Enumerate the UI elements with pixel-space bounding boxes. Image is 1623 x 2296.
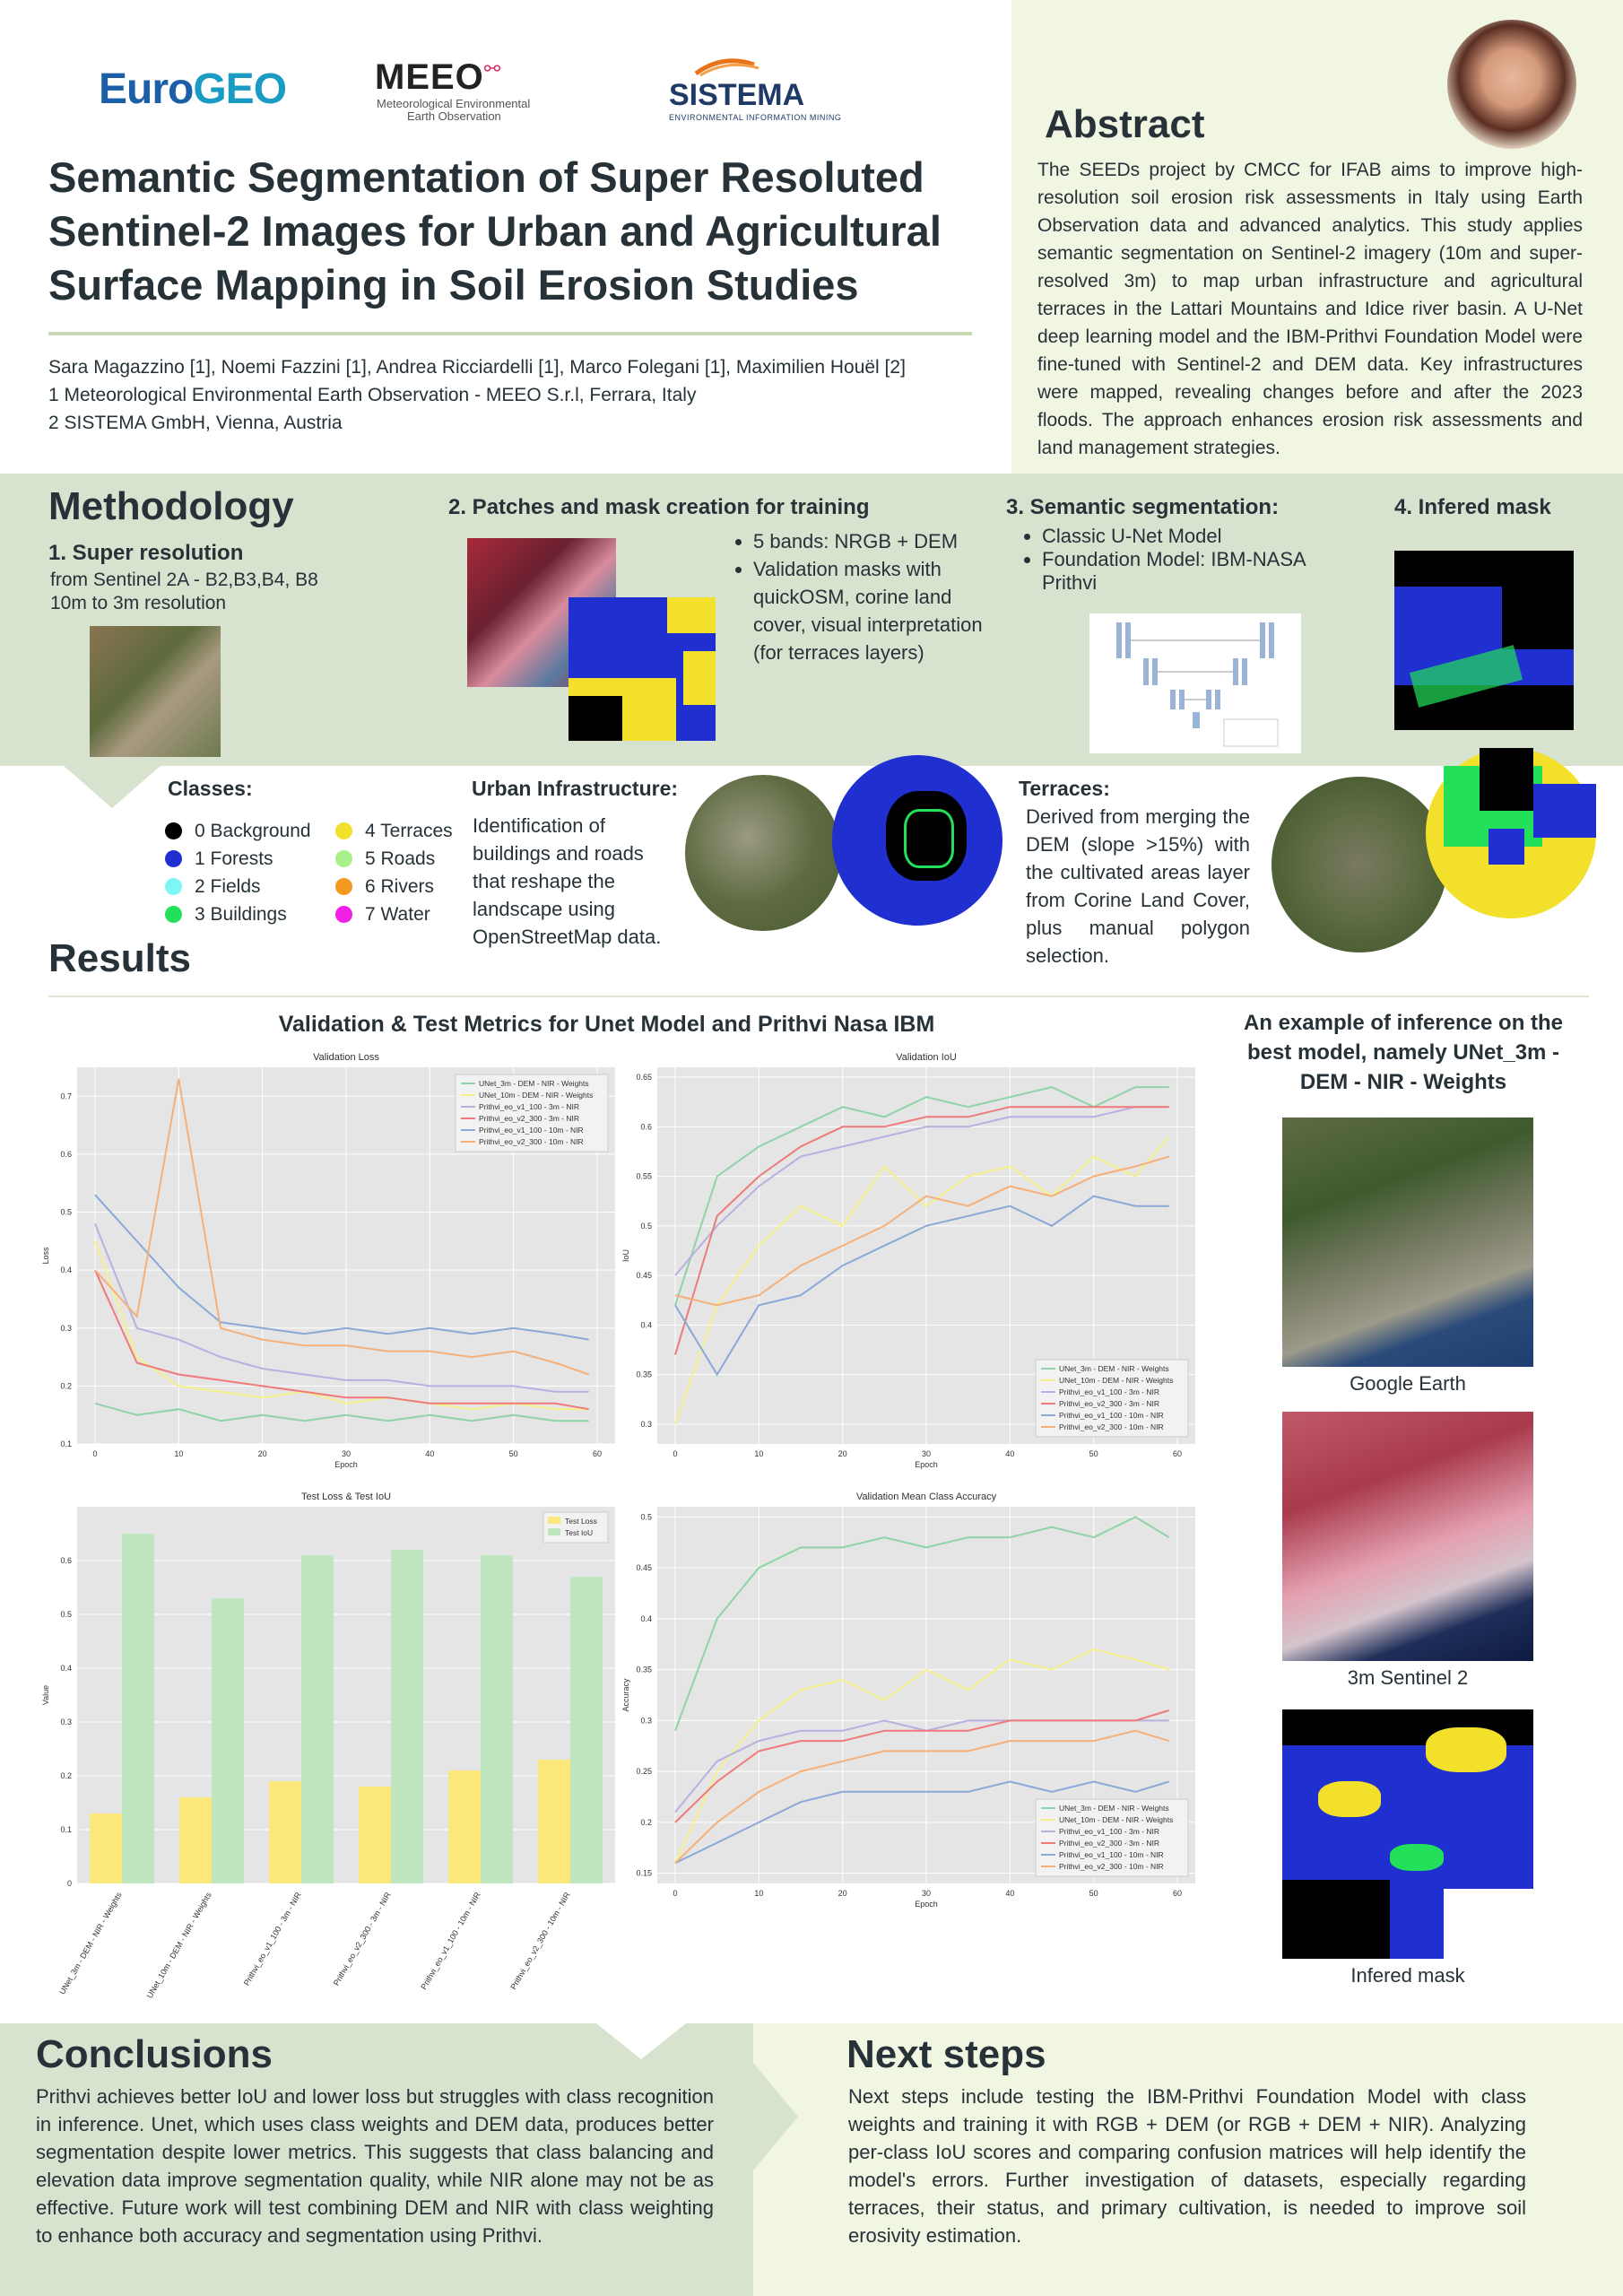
- y-tick-label: 0.55: [636, 1171, 652, 1181]
- terraces-mask-image: [1426, 748, 1596, 918]
- x-axis-label: Epoch: [915, 1900, 938, 1909]
- google-earth-image: [1282, 1118, 1533, 1367]
- y-tick-label: 0.4: [640, 1613, 652, 1623]
- legend-label: Prithvi_eo_v2_300 - 3m - NIR: [1059, 1399, 1159, 1408]
- legend-label: Test IoU: [565, 1528, 594, 1537]
- bar: [122, 1534, 154, 1883]
- legend-label: Prithvi_eo_v2_300 - 3m - NIR: [479, 1114, 579, 1123]
- legend-label: UNet_3m - DEM - NIR - Weights: [1059, 1804, 1169, 1813]
- conclusions-heading: Conclusions: [36, 2032, 273, 2076]
- x-tick-label: 50: [508, 1449, 518, 1458]
- y-tick-label: 0.3: [60, 1718, 72, 1726]
- bullet: • Foundation Model: IBM-NASA Prithvi: [1042, 548, 1347, 595]
- legend-swatch: [548, 1528, 560, 1535]
- x-tick-label: 60: [592, 1449, 603, 1458]
- class-label: 0 Background: [195, 820, 311, 841]
- y-tick-label: 0.5: [640, 1221, 652, 1231]
- y-tick-label: 0.1: [60, 1439, 72, 1448]
- y-tick-label: 0.4: [640, 1320, 652, 1330]
- bullet: • 5 bands: NRGB + DEM: [753, 527, 988, 555]
- class-label: 7 Water: [365, 903, 430, 925]
- sentinel2-image: [1282, 1412, 1533, 1661]
- notch-arrow: [753, 2063, 798, 2170]
- caption-google-earth: Google Earth: [1350, 1372, 1466, 1395]
- legend-label: Test Loss: [565, 1517, 597, 1526]
- legend-swatch: [548, 1517, 560, 1524]
- plot-area: [77, 1507, 615, 1883]
- meeo-subtitle: Meteorological Environmental: [377, 97, 531, 110]
- legend-label: UNet_10m - DEM - NIR - Weights: [1059, 1815, 1174, 1824]
- y-tick-label: 0.7: [60, 1091, 72, 1101]
- x-tick-label: 40: [1005, 1889, 1015, 1898]
- class-label: 3 Buildings: [195, 903, 287, 925]
- step3-title: 3. Semantic segmentation:: [1006, 495, 1280, 519]
- x-tick-label: 20: [838, 1889, 847, 1898]
- y-tick-label: 0.45: [636, 1563, 652, 1573]
- x-tick-label: Prithvi_eo_v1_100 - 10m - NIR: [419, 1891, 482, 1992]
- example-title: An example of inference on the best model, namely UNet_3m - DEM - NIR - Weights: [1243, 1011, 1564, 1094]
- step3-bullets: [1022, 525, 1347, 595]
- step1-line: 10m to 3m resolution: [50, 593, 227, 613]
- classes-heading: Classes:: [168, 777, 253, 800]
- step4-title: 4. Infered mask: [1394, 495, 1551, 519]
- caption-infered-mask: Infered mask: [1350, 1964, 1465, 1987]
- legend-label: UNet_10m - DEM - NIR - Weights: [479, 1091, 594, 1100]
- meeo-logo: MEEO⚯ Meteorological Environmental Earth Observation: [375, 57, 531, 123]
- legend-label: UNet_10m - DEM - NIR - Weights: [1059, 1376, 1174, 1385]
- legend-label: UNet_3m - DEM - NIR - Weights: [1059, 1364, 1169, 1373]
- urban-text: Identification of buildings and roads that reshape the landscape using OpenStreetMap data.: [473, 814, 662, 948]
- y-tick-label: 0.45: [636, 1271, 652, 1281]
- notch-arrow: [596, 2023, 686, 2059]
- legend-label: Prithvi_eo_v1_100 - 3m - NIR: [1059, 1387, 1159, 1396]
- y-tick-label: 0.3: [60, 1323, 72, 1333]
- bar: [212, 1598, 244, 1883]
- x-tick-label: 30: [341, 1449, 352, 1458]
- conclusions-text: Prithvi achieves better IoU and lower loss but struggles with class recognition in inference. Unet, which uses class weights and DEM data, produces better segmentation despite lower metrics. This suggests that class balancing and elevation data improve segmentation quality, while NIR alone may not be as effective. Future work will test combining DEM and NIR with class weighting to enhance both accuracy and segmentation using Prithvi.: [36, 2085, 714, 2247]
- super-resolution-image: [90, 626, 221, 757]
- y-tick-label: 0.25: [636, 1767, 652, 1777]
- class-label: 1 Forests: [195, 848, 273, 869]
- affiliation-1: 1 Meteorological Environmental Earth Observation - MEEO S.r.l, Ferrara, Italy: [48, 385, 697, 405]
- x-axis-label: Epoch: [915, 1460, 938, 1469]
- x-tick-label: Prithvi_eo_v2_300 - 10m - NIR: [508, 1891, 572, 1992]
- x-tick-label: 40: [1005, 1449, 1015, 1458]
- y-tick-label: 0.5: [60, 1207, 72, 1217]
- step2-title: 2. Patches and mask creation for training: [448, 495, 870, 519]
- bar: [481, 1555, 513, 1883]
- y-tick-label: 0: [66, 1879, 72, 1888]
- class-label: 5 Roads: [365, 848, 436, 869]
- x-tick-label: 20: [257, 1449, 267, 1458]
- chart-title: Test Loss & Test IoU: [300, 1492, 392, 1502]
- results-heading: Results: [48, 936, 191, 980]
- x-tick-label: 60: [1172, 1449, 1183, 1458]
- x-tick-label: 10: [174, 1449, 184, 1458]
- authors: Sara Magazzino [1], Noemi Fazzini [1], Andrea Ricciardelli [1], Marco Folegani [1], Maximilien Houël [2]: [48, 357, 906, 378]
- x-tick-label: UNet_10m - DEM - NIR - Weights: [144, 1891, 213, 2000]
- title-divider: [48, 332, 972, 335]
- bar: [538, 1760, 570, 1883]
- class-label: 6 Rivers: [365, 875, 435, 897]
- y-tick-label: 0.3: [640, 1716, 652, 1726]
- x-tick-label: 20: [838, 1449, 847, 1458]
- class-legend: [165, 817, 461, 928]
- x-tick-label: 30: [921, 1449, 932, 1458]
- y-tick-label: 0.6: [640, 1122, 652, 1132]
- class-legend-item: [165, 873, 335, 900]
- abstract-heading: Abstract: [1045, 102, 1205, 146]
- urban-aerial-image: [685, 775, 841, 931]
- y-axis-label: Value: [41, 1684, 50, 1706]
- x-axis-label: Epoch: [334, 1460, 358, 1469]
- caption-sentinel2: 3m Sentinel 2: [1347, 1666, 1469, 1689]
- y-tick-label: 0.4: [60, 1265, 72, 1275]
- class-legend-item: [335, 817, 461, 845]
- class-legend-item: [165, 845, 335, 873]
- meeo-subtitle: Earth Observation: [407, 109, 501, 123]
- chart-validation-loss: [43, 1049, 626, 1471]
- charts-title: Validation & Test Metrics for Unet Model and Prithvi Nasa IBM: [278, 1012, 935, 1037]
- chart-title: Validation IoU: [896, 1052, 957, 1063]
- x-tick-label: UNet_3m - DEM - NIR - Weights: [57, 1891, 124, 1996]
- y-tick-label: 0.3: [640, 1419, 652, 1429]
- step1-text: [50, 569, 318, 615]
- y-tick-label: 0.65: [636, 1073, 652, 1083]
- y-tick-label: 0.2: [60, 1381, 72, 1391]
- chart-title: Validation Loss: [313, 1052, 379, 1063]
- terraces-aerial-image: [1271, 777, 1447, 952]
- bullet: • Validation masks with quickOSM, corine land cover, visual interpretation (for terraces layers): [753, 555, 988, 666]
- step1-title: 1. Super resolution: [48, 541, 244, 565]
- y-tick-label: 0.15: [636, 1868, 652, 1878]
- chart-title: Validation Mean Class Accuracy: [855, 1492, 997, 1502]
- y-tick-label: 0.35: [636, 1370, 652, 1379]
- y-tick-label: 0.4: [60, 1664, 72, 1673]
- bar: [301, 1555, 334, 1883]
- class-legend-item: [335, 873, 461, 900]
- infered-mask-image: [1394, 551, 1574, 730]
- x-tick-label: 60: [1172, 1889, 1183, 1898]
- urban-mask-image: [832, 755, 1002, 926]
- class-legend-item: [335, 900, 461, 928]
- x-tick-label: 10: [754, 1449, 764, 1458]
- y-axis-label: Loss: [41, 1247, 50, 1265]
- terraces-text: Derived from merging the DEM (slope >15%) with the cultivated areas layer from Corine Land Cover, plus manual polygon selection.: [1026, 805, 1250, 967]
- legend-label: Prithvi_eo_v2_300 - 10m - NIR: [1059, 1422, 1164, 1431]
- y-tick-label: 0.2: [60, 1771, 72, 1780]
- x-tick-label: 50: [1089, 1889, 1098, 1898]
- author-photo: [1447, 20, 1576, 149]
- bar: [391, 1550, 423, 1883]
- legend-label: Prithvi_eo_v2_300 - 10m - NIR: [1059, 1862, 1164, 1871]
- legend-label: Prithvi_eo_v1_100 - 3m - NIR: [1059, 1827, 1159, 1836]
- next-steps-heading: Next steps: [846, 2032, 1046, 2076]
- mask-image: [568, 597, 716, 741]
- unet-architecture-diagram: [1089, 613, 1301, 753]
- class-legend-item: [165, 900, 335, 928]
- y-tick-label: 0.5: [60, 1610, 72, 1619]
- legend-label: Prithvi_eo_v1_100 - 10m - NIR: [1059, 1411, 1164, 1420]
- abstract-text: The SEEDs project by CMCC for IFAB aims to improve high-resolution soil erosion risk assessments in Italy using Earth Observation data and advanced analytics. This study applies semantic segmentation on Sentinel-2 imagery (10m and super-resolved 3m) to map urban infrastructure and agricultural terraces in the Lattari Mountains and Idice river basin. A U-Net deep learning model and the IBM-Prithvi Foundation Model were fine-tuned with Sentinel-2 and DEM data. Key infrastructures were mapped, revealing changes before and after the 2023 floods. The approach enhances erosion risk assessments and land management strategies.: [1037, 160, 1583, 458]
- chart-validation-accuracy: [623, 1489, 1206, 1919]
- affiliation-2: 2 SISTEMA GmbH, Vienna, Austria: [48, 413, 343, 433]
- bar: [269, 1781, 301, 1883]
- authors-block: [48, 353, 906, 437]
- sistema-subtitle: ENVIRONMENTAL INFORMATION MINING: [669, 113, 842, 122]
- bar: [448, 1770, 481, 1883]
- class-legend-item: [165, 817, 335, 845]
- legend-label: Prithvi_eo_v2_300 - 10m - NIR: [479, 1137, 584, 1146]
- y-tick-label: 0.6: [60, 1149, 72, 1159]
- bullet: • Classic U-Net Model: [1042, 525, 1347, 548]
- legend-label: Prithvi_eo_v1_100 - 10m - NIR: [479, 1126, 584, 1135]
- x-tick-label: 0: [673, 1449, 678, 1458]
- next-steps-text: Next steps include testing the IBM-Prithvi Foundation Model with class weights and training it with RGB + DEM (or RGB + DEM + NIR). Analyzing per-class IoU scores and comparing confusion matrices will help identify the model's errors. Further investigation of datasets, especially regarding terraces, their status, and primary cultivation, is needed to improve soil erosivity estimation.: [848, 2085, 1526, 2247]
- bar: [90, 1813, 122, 1883]
- class-legend-item: [335, 845, 461, 873]
- x-tick-label: 0: [673, 1889, 678, 1898]
- y-tick-label: 0.1: [60, 1825, 72, 1834]
- y-tick-label: 0.2: [640, 1817, 652, 1827]
- legend-label: Prithvi_eo_v2_300 - 3m - NIR: [1059, 1839, 1159, 1848]
- y-tick-label: 0.6: [60, 1556, 72, 1565]
- bar: [570, 1577, 603, 1883]
- x-tick-label: Prithvi_eo_v1_100 - 3m - NIR: [241, 1891, 303, 1987]
- x-tick-label: 0: [92, 1449, 98, 1458]
- y-tick-label: 0.35: [636, 1665, 652, 1674]
- notch-arrow: [63, 765, 161, 808]
- methodology-heading: Methodology: [48, 484, 294, 528]
- sistema-logo: SISTEMA ENVIRONMENTAL INFORMATION MINING: [669, 52, 841, 122]
- bar: [179, 1797, 212, 1883]
- step1-line: from Sentinel 2A - B2,B3,B4, B8: [50, 570, 318, 590]
- y-tick-label: 0.5: [640, 1512, 652, 1522]
- chart-validation-iou: [623, 1049, 1206, 1471]
- legend-label: UNet_3m - DEM - NIR - Weights: [479, 1079, 589, 1088]
- y-axis-label: IoU: [621, 1248, 630, 1263]
- eurogeo-logo: EuroGEO: [99, 65, 287, 113]
- urban-heading: Urban Infrastructure:: [472, 777, 679, 800]
- x-tick-label: 50: [1089, 1449, 1098, 1458]
- bar: [359, 1787, 391, 1883]
- infered-mask-example-image: [1282, 1709, 1533, 1959]
- step2-bullets: [733, 527, 988, 666]
- class-label: 4 Terraces: [365, 820, 453, 841]
- x-tick-label: 10: [754, 1889, 764, 1898]
- terraces-heading: Terraces:: [1019, 777, 1110, 800]
- x-tick-label: Prithvi_eo_v2_300 - 3m - NIR: [331, 1891, 393, 1987]
- class-label: 2 Fields: [195, 875, 261, 897]
- legend-label: Prithvi_eo_v1_100 - 10m - NIR: [1059, 1850, 1164, 1859]
- chart-test-loss-iou: [41, 1489, 626, 2000]
- x-tick-label: 30: [921, 1889, 932, 1898]
- poster-title: Semantic Segmentation of Super Resoluted Sentinel-2 Images for Urban and Agricultural Surface Mapping in Soil Erosion Studies: [48, 153, 942, 309]
- x-tick-label: 40: [425, 1449, 435, 1458]
- y-axis-label: Accuracy: [621, 1678, 630, 1712]
- legend-label: Prithvi_eo_v1_100 - 3m - NIR: [479, 1102, 579, 1111]
- results-divider: [48, 996, 1589, 997]
